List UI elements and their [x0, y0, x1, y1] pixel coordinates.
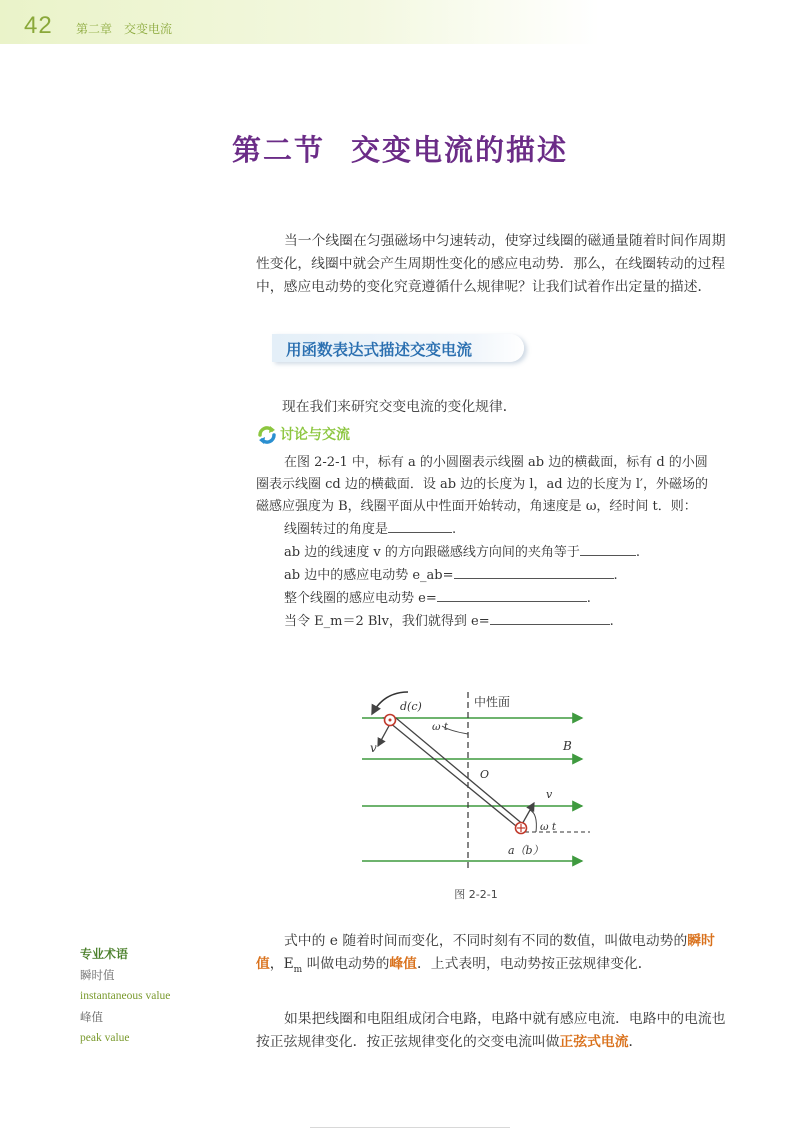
now-paragraph: 现在我们来研究交变电流的变化规律． [282, 398, 517, 415]
discussion-lead: 在图 2-2-1 中，标有 a 的小圆圈表示线圈 ab 边的横截面，标有 d 的小圆圈表示线圈 cd 边的横截面．设 ab 边的长度为 l，ad 边的长度为 l′，外磁场的磁感应强度为 B，线圈平面从中性面开始转动，角速度是 ω，经时间 t．则： [256, 455, 708, 514]
running-head [76, 20, 172, 37]
chapter-number: 第二章 [76, 22, 113, 36]
subheading-text: 用函数表达式描述交变电流 [286, 341, 473, 359]
answer-blank-5[interactable] [490, 610, 610, 625]
intro-paragraph: 当一个线圈在匀强磁场中匀速转动，使穿过线圈的磁通量随着时间作周期性变化，线圈中就会产生周期性变化的感应电动势．那么，在线圈转动的过程中，感应电动势的变化究竟遵循什么规律呢？让我们试着作出定量的描述． [256, 232, 726, 295]
label-wt-bottom: ω t [540, 821, 557, 833]
term-peak: 峰值 [389, 955, 417, 972]
label-dc: d(c) [400, 700, 422, 713]
chapter-title: 交变电流 [124, 22, 173, 36]
glossary-term-1-en: instantaneous value [80, 990, 171, 1002]
answer-blank-4[interactable] [437, 587, 587, 602]
discussion-label: 讨论与交流 [280, 427, 350, 443]
label-v-left: v [370, 741, 377, 755]
term-instantaneous: 瞬时值 [256, 932, 715, 972]
footer-line [310, 1127, 510, 1128]
question-3: ab 边中的感应电动势 e_ab= . [256, 564, 716, 587]
body-paragraph-3: 如果把线圈和电阻组成闭合电路，电路中就有感应电流．电路中的电流也按正弦规律变化．按正弦规律变化的交变电流叫做正弦式电流． [256, 1010, 726, 1050]
section-number: 第二节 [231, 133, 325, 167]
page-number: 42 [24, 12, 53, 39]
glossary-term-2-en: peak value [80, 1032, 130, 1044]
label-B: B [563, 739, 572, 753]
label-neutral-plane: 中性面 [474, 695, 511, 709]
coil [384, 718, 525, 826]
angle-arc-bottom [530, 810, 536, 832]
figure-2-2-1 [360, 686, 600, 872]
glossary-term-2-zh: 峰值 [80, 1010, 103, 1024]
answer-blank-3[interactable] [454, 564, 614, 579]
answer-blank-2[interactable] [580, 541, 636, 556]
label-wt-top: ω t [432, 721, 449, 733]
body-paragraph-2: 式中的 e 随着时间而变化，不同时刻有不同的数值，叫做电动势的瞬时值，$E_m$ 叫做电动势的峰值．上式表明，电动势按正弦规律变化． [256, 932, 715, 975]
label-v-right: v [546, 788, 553, 801]
glossary-title: 专业术语 [80, 947, 129, 961]
figure-caption: 图 2-2-1 [454, 888, 498, 901]
discussion-arrows-icon [256, 424, 278, 446]
question-2: ab 边的线速度 v 的方向跟磁感线方向间的夹角等于 . [256, 541, 716, 564]
section-name: 交变电流的描述 [351, 133, 569, 167]
question-1: 线圈转过的角度是 . [256, 518, 716, 541]
label-O: O [480, 768, 490, 781]
discussion-block [256, 452, 716, 633]
label-ab: a（b） [508, 844, 544, 857]
question-4: 整个线圈的感应电动势 e= . [256, 587, 716, 610]
discussion-badge [256, 422, 376, 446]
velocity-arrow-left [378, 724, 390, 746]
term-sinusoidal: 正弦式电流 [559, 1033, 629, 1050]
section-title [0, 128, 800, 169]
glossary-term-1-zh: 瞬时值 [80, 968, 115, 982]
glossary-sidebar [80, 944, 230, 1049]
subheading-banner [272, 334, 524, 362]
answer-blank-1[interactable] [388, 518, 452, 533]
question-5: 当令 E_m＝2 Blv，我们就得到 e= . [256, 610, 716, 633]
